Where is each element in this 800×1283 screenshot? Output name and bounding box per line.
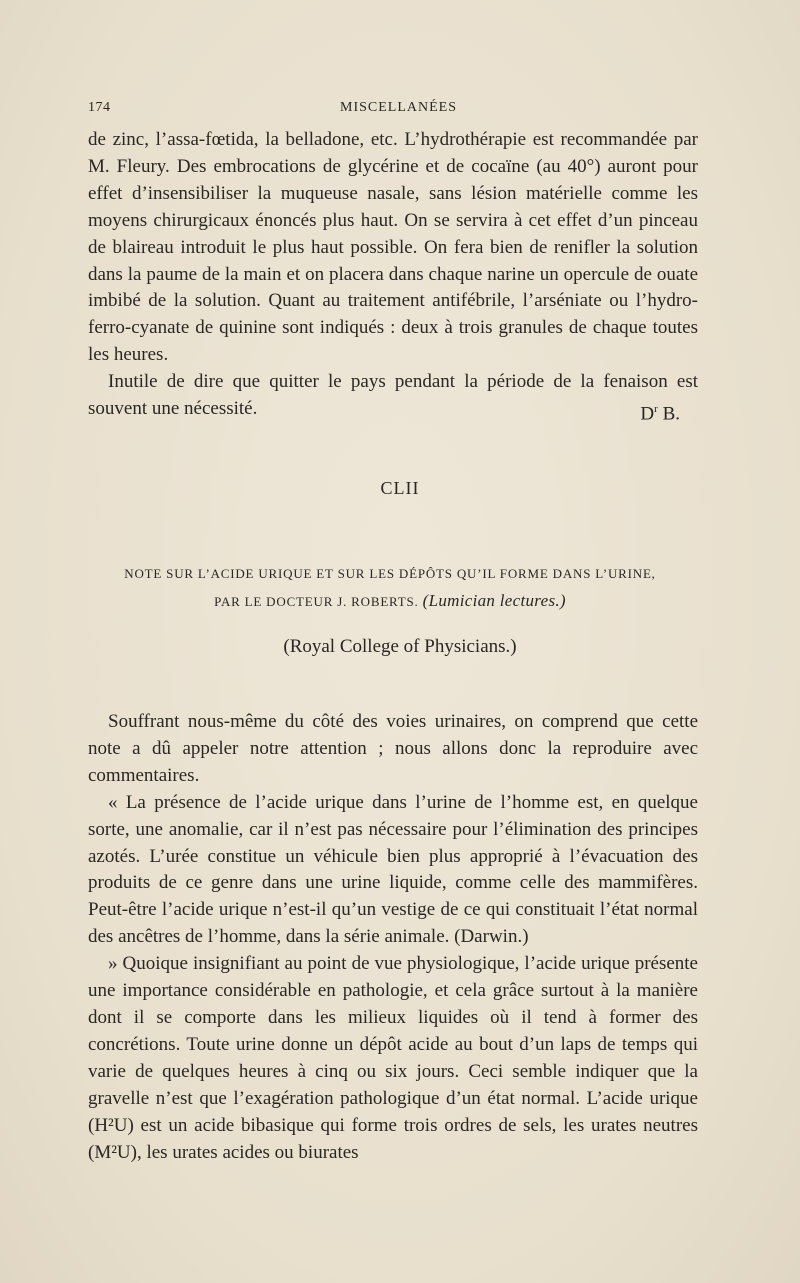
paragraph: » Quoique insignifiant au point de vue physiologique, l’acide urique présente une importance considérable en pathologie, et cela grâce surtout à la manière dont il se comporte dans les milieux liquides où il tend à former des concrétions. Toute urine donne un dépôt acide au bout d’un laps de temps qui varie de quelques heures à cinq ou six jours. Ceci semble indiquer que la gravelle n’est que l’exagération pathologique d’un état normal. L’acide urique (H²U) est un acide bibasique qui forme trois ordres de sels, les urates neutres (M²U), les urates acides ou biurates bbox=[88, 953, 698, 1163]
paragraph bbox=[88, 369, 698, 423]
signature-sup: r bbox=[654, 403, 658, 416]
page-number: 174 bbox=[88, 100, 111, 115]
section2-body bbox=[88, 709, 698, 1166]
paragraph: « La présence de l’acide urique dans l’urine de l’homme est, en quelque sorte, une anomalie, car il n’est pas nécessaire pour l’élimination des principes azotés. L’urée constitue un véhicule bien plus approprié à l’évacuation des produits de ce genre dans une urine liquide, comme celle des mammifères. Peut-être l’acide urique n’est-il qu’un vestige de ce qui constituait l’état normal des ancêtres de l’homme, dans la série animale. (Darwin.) bbox=[88, 791, 698, 948]
running-head bbox=[88, 100, 698, 122]
signature-prefix: D bbox=[640, 403, 655, 425]
note-source: (Lumician lectures.) bbox=[422, 591, 566, 610]
paragraph: de zinc, l’assa-fœtida, la belladone, etc. L’hydrothérapie est recommandée par M. Fleury. Des embrocations de glycérine et de cocaïne (au 40°) auront pour effet d’insensibiliser la muqueuse nasale, sans lésion matérielle comme les moyens chirurgicaux énoncés plus haut. On se servira à cet effet d’un pinceau de blaireau introduit le plus haut possible. On fera bien de renifler la solution dans la paume de la main et on placera dans chaque narine un opercule de ouate imbibé de la solution. Quant au traitement antifébrile, l’arséniate ou l’hydro-ferro-cyanate de quinine sont indiqués : deux à trois granules de chaque toutes les heures. bbox=[88, 129, 698, 366]
section1-body bbox=[88, 127, 698, 428]
paragraph-text: Inutile de dire que quitter le pays pendant la période de la fenaison est souvent une nécessité. bbox=[88, 371, 698, 420]
section-number: CLII bbox=[380, 478, 420, 498]
note-author: PAR LE DOCTEUR J. ROBERTS. bbox=[214, 594, 419, 609]
note-title-line1: NOTE SUR L’ACIDE URIQUE ET SUR LES DÉPÔTS QU’IL FORME DANS L’URINE, bbox=[124, 566, 656, 581]
note-title bbox=[60, 560, 720, 615]
note-title-line2 bbox=[60, 587, 720, 615]
signature-name: B. bbox=[662, 403, 680, 425]
signature bbox=[620, 396, 680, 428]
paragraph: Souffrant nous-même du côté des voies urinaires, on comprend que cette note a dû appeler notre attention ; nous allons donc la reproduire avec commentaires. bbox=[88, 711, 698, 786]
running-title: MISCELLANÉES bbox=[340, 100, 457, 115]
note-subtitle: (Royal College of Physicians.) bbox=[283, 636, 517, 657]
